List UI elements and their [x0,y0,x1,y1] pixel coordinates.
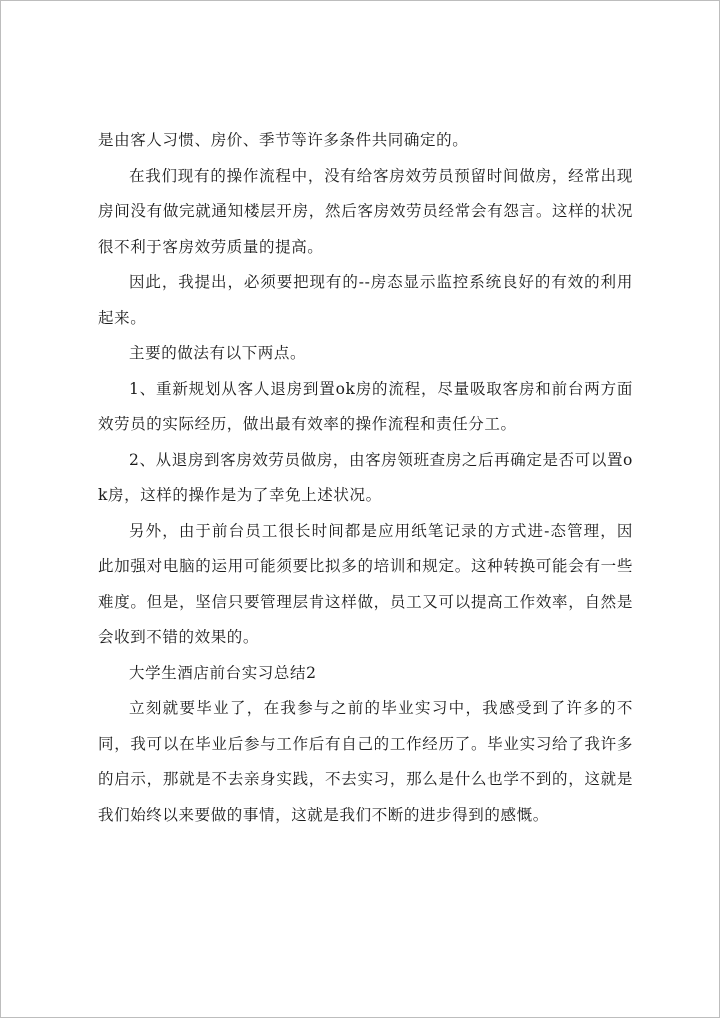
document-body [98,123,633,833]
section-heading: 大学生酒店前台实习总结2 [129,663,317,682]
paragraph-workflow-problem: 在我们现有的操作流程中，没有给客房效劳员预留时间做房，经常出现房间没有做完就通知楼层开房，然后客房效劳员经常会有怨言。这样的状况很不利于客房效劳质量的提高。 [98,166,633,256]
paragraph-graduation: 立刻就要毕业了，在我参与之前的毕业实习中，我感受到了许多的不同，我可以在毕业后参与工作后有自己的工作经历了。毕业实习给了我许多的启示，那就是不去亲身实践，不去实习，那么是什么也学不到的，这就是我们始终以来要做的事情，这就是我们不断的进步得到的感慨。 [98,699,633,824]
paragraph-methods-intro: 主要的做法有以下两点。 [129,344,307,362]
paragraph-continuation: 是由客人习惯、房价、季节等许多条件共同确定的。 [98,131,469,149]
paragraph-method-1: 1、重新规划从客人退房到置ok房的流程，尽量吸取客房和前台两方面效劳员的实际经历，做出最有效率的操作流程和责任分工。 [98,379,633,433]
paragraph-proposal: 因此，我提出，必须要把现有的--房态显示监控系统良好的有效的利用起来。 [98,273,633,327]
paragraph-additionally: 另外，由于前台员工很长时间都是应用纸笔记录的方式进-态管理，因此加强对电脑的运用可能须要比拟多的培训和规定。这种转换可能会有一些难度。但是，坚信只要管理层肯这样做，员工又可以提高工作效率，自然是会收到不错的效果的。 [98,521,633,646]
paragraph-method-2: 2、从退房到客房效劳员做房，由客房领班查房之后再确定是否可以置ok房，这样的操作是为了幸免上述状况。 [98,450,633,504]
